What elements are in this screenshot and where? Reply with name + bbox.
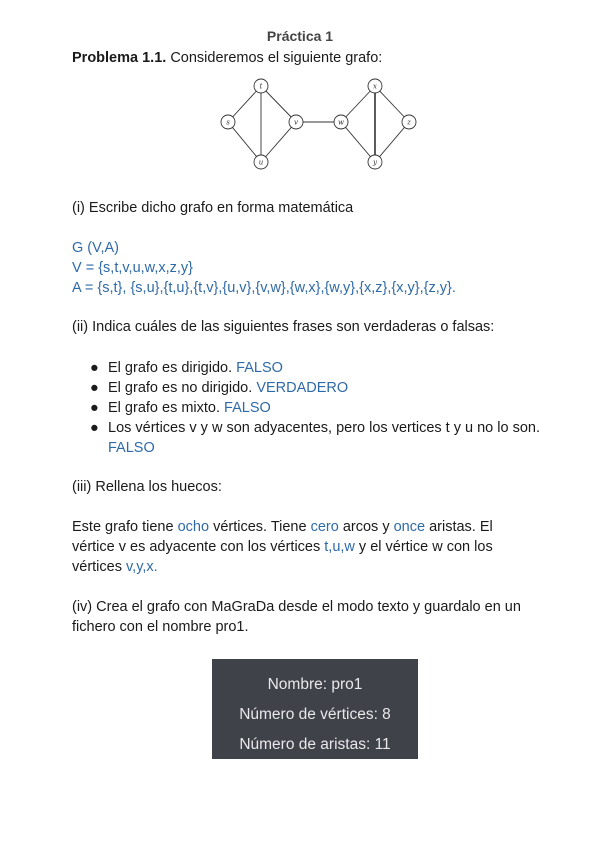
q1-answer-g: G (V,A) — [72, 240, 120, 256]
bullet-icon: ● — [90, 400, 99, 416]
node-label-s: s — [226, 118, 230, 127]
q3-prompt: (iii) Rellena los huecos: — [72, 479, 222, 495]
q2-statement-list — [90, 358, 540, 458]
q3-blank-adjacent-v: t,u,w — [324, 539, 355, 555]
node-label-u: u — [258, 158, 264, 167]
q2-item-answer: VERDADERO — [256, 380, 349, 396]
q3-blank-adjacent-w: v,y,x. — [126, 559, 158, 575]
node-label-y: y — [373, 158, 377, 167]
q3-line-3: vértices v,y,x. — [72, 559, 158, 575]
node-label-x: x — [373, 82, 377, 91]
graph-figure — [210, 72, 430, 176]
q2-item-answer: FALSO — [108, 440, 155, 456]
node-label-z: z — [407, 118, 411, 127]
node-label-v: v — [294, 118, 298, 127]
edge-z-y — [375, 122, 409, 162]
q2-item-text: El grafo es no dirigido. — [108, 380, 257, 396]
problem-statement — [72, 50, 382, 66]
q4-line-1: (iv) Crea el grafo con MaGraDa desde el modo texto y guardalo en un — [72, 599, 521, 615]
q4-line-2: fichero con el nombre pro1. — [72, 619, 249, 635]
stats-edges: Número de aristas: 11 — [239, 736, 391, 753]
bullet-icon: ● — [90, 420, 99, 436]
node-label-t: t — [259, 82, 263, 91]
q2-item — [90, 398, 540, 418]
bullet-icon: ● — [90, 380, 99, 396]
stats-name: Nombre: pro1 — [267, 676, 363, 693]
q2-item-text: El grafo es mixto. — [108, 400, 225, 416]
bullet-icon: ● — [90, 360, 99, 376]
q2-item-answer: FALSO — [236, 360, 283, 376]
edge-u-v — [261, 122, 296, 162]
q2-item — [90, 418, 540, 458]
q2-item — [90, 358, 540, 378]
q3-blank-arcs: cero — [310, 519, 339, 535]
q3-blank-edges: once — [393, 519, 426, 535]
edge-s-u — [228, 122, 261, 162]
q2-prompt: (ii) Indica cuáles de las siguientes frases son verdaderas o falsas: — [72, 319, 495, 335]
q1-prompt: (i) Escribe dicho grafo en forma matemática — [72, 200, 354, 216]
q2-item-text: Los vértices v y w son adyacentes, pero los vertices t y u no lo son. — [108, 420, 540, 436]
q3-blank-vertices: ocho — [177, 519, 210, 535]
page-title: Práctica 1 — [266, 28, 334, 44]
graph-edges — [228, 86, 409, 162]
q3-line-1: Este grafo tiene ocho vértices. Tiene cero arcos y once aristas. El — [72, 519, 493, 535]
q2-item-answer: FALSO — [224, 400, 271, 416]
problem-text: Consideremos el siguiente grafo: — [166, 50, 383, 66]
edge-w-y — [341, 122, 375, 162]
q2-item — [90, 378, 540, 398]
q1-answer-a: A = {s,t}, {s,u},{t,u},{t,v},{u,v},{v,w},{w,x},{w,y},{x,z},{x,y},{z,y}. — [72, 280, 456, 296]
node-label-w: w — [338, 118, 344, 127]
problem-label: Problema 1.1. — [72, 50, 167, 66]
graph-stats-box — [212, 659, 418, 759]
stats-vertices: Número de vértices: 8 — [239, 706, 391, 723]
edge-t-v — [261, 86, 296, 122]
q2-item-text: El grafo es dirigido. — [108, 360, 237, 376]
q3-line-2: vértice v es adyacente con los vértices t,u,w y el vértice w con los — [72, 539, 493, 555]
q1-answer-v: V = {s,t,v,u,w,x,z,y} — [72, 260, 194, 276]
